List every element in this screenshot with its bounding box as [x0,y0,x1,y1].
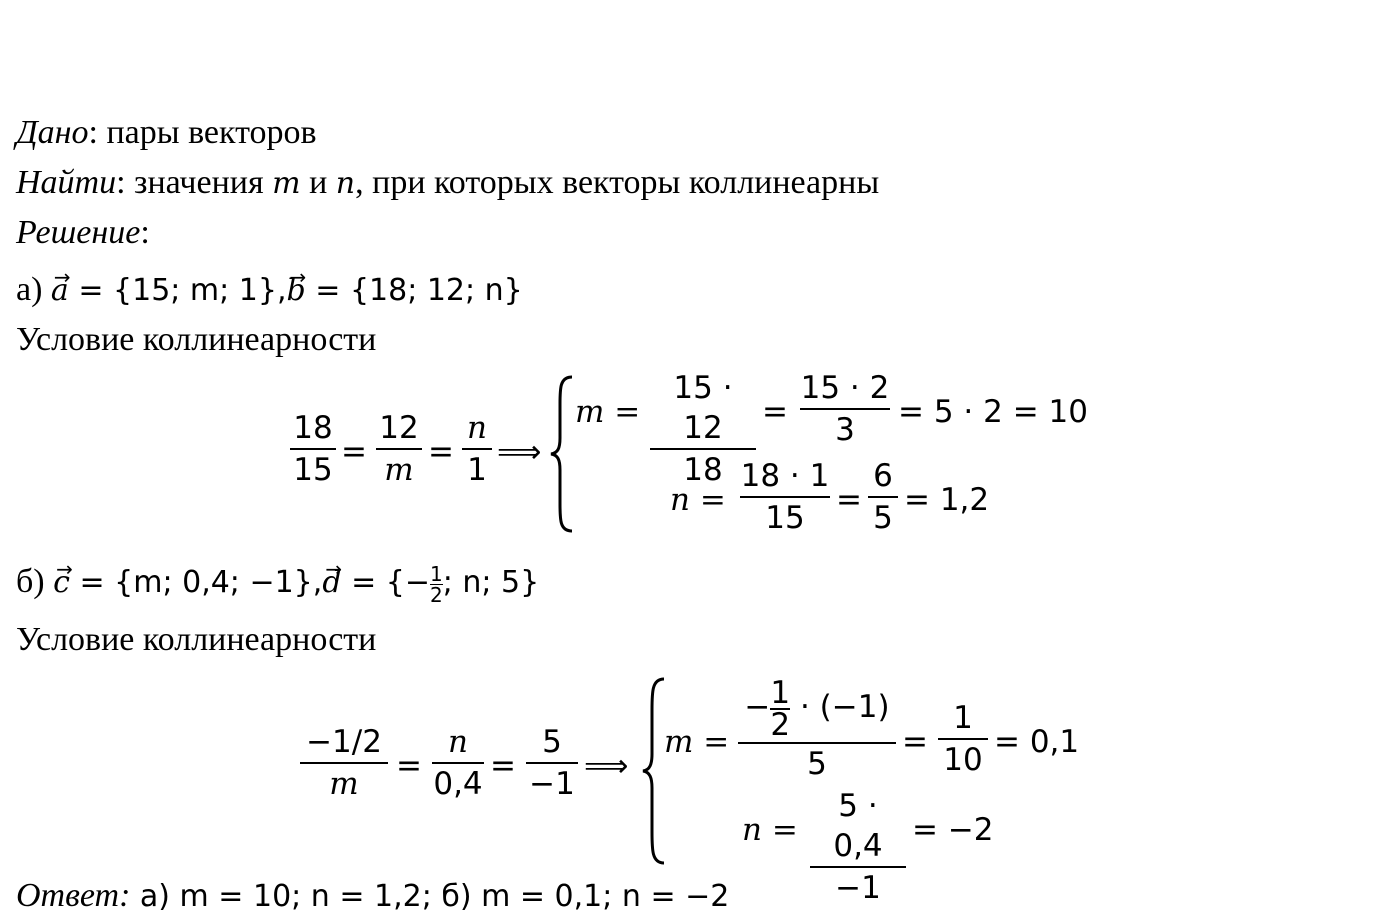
b-ratio-eq-2: = [490,748,516,784]
find-text-3: , при которых векторы коллинеарны [355,164,880,201]
a-system-m-frac-2: 15 · 2 3 [800,370,890,448]
a-ratio-frac-1: 18 15 [290,408,336,490]
part-a-label: а) [16,271,51,308]
find-var-m: m [272,166,301,201]
solution-label: Решение [16,214,141,251]
b-system-m-result: = 0,1 [994,724,1080,760]
vector-d-prefix: = {− [341,565,430,600]
vector-d-half: $\frac{1}{2}$ [429,561,443,607]
a-system-n-result: = 1,2 [904,482,990,518]
solution-colon: : [140,214,150,251]
a-ratio-frac-3: n 1 [462,408,492,490]
b-system-n-lhs: n = [742,812,798,848]
b-system-m-frac-1: $-\frac{1}{2}$ · (−1) 5 [738,672,896,784]
b-ratio-frac-2: n 0,4 [433,724,483,802]
vector-d: → d [322,563,341,603]
part-b-condition: Условие коллинеарности [16,621,377,658]
find-line [16,163,879,204]
find-text-2: и [300,164,336,201]
vector-c-coords: = {m; 0,4; −1}, [69,565,323,600]
given-text: : пары векторов [88,114,317,151]
vector-d-suffix: ; n; 5} [442,565,540,600]
find-var-n: n [335,166,356,201]
a-system-brace [548,374,576,534]
solution-line [16,213,150,253]
find-label: Найти [16,164,117,201]
part-a-condition: Условие коллинеарности [16,321,377,358]
vector-b: → b [287,271,306,311]
vector-c: → c [53,563,70,603]
a-ratio-eq-1: = [341,434,367,470]
b-system-m-eq: = [902,724,928,760]
a-system-n-lhs: n = [670,482,726,518]
b-system-n-result: = −2 [912,812,994,848]
vector-a: → a [51,271,69,311]
b-ratio-eq-1: = [396,748,422,784]
part-b-vectors [16,562,539,605]
given-label: Дано [16,114,89,151]
b-system-n-frac-1: 5 · 0,4 −1 [810,786,906,908]
part-b-label: б) [16,563,54,600]
part-a-vectors [16,270,523,311]
given-line [16,113,317,153]
a-system-m-result: = 5 · 2 = 10 [898,394,1088,430]
a-system-m-eq: = [762,394,788,430]
b-implies-arrow: ⟹ [584,748,629,784]
answer-label: Ответ: [16,877,131,914]
vector-b-coords: = {18; 12; n} [305,273,523,308]
answer-text: а) m = 10; n = 1,2; б) m = 0,1; n = −2 [130,879,730,914]
answer-line [16,876,729,917]
b-ratio-frac-3: 5 −1 [526,722,578,804]
a-system-n-frac-2: 6 5 [868,456,898,538]
b-system-brace [640,676,668,866]
vector-a-coords: = {15; m; 1}, [68,273,287,308]
a-ratio-eq-2: = [428,434,454,470]
find-text-1: : значения [116,164,273,201]
b-ratio-frac-1: −1/2 m [300,722,388,804]
b-system-m-frac-2: 1 10 [938,698,988,780]
a-system-n-eq: = [836,482,862,518]
a-ratio-frac-2: 12 m [376,408,422,490]
a-system-n-frac-1: 18 · 1 15 [740,458,830,536]
a-system-m-lhs: m = [575,394,641,430]
a-system-m-frac-1: 15 · 12 18 [650,368,756,490]
b-system-m-lhs: m = [664,724,730,760]
a-implies-arrow: ⟹ [497,434,542,470]
